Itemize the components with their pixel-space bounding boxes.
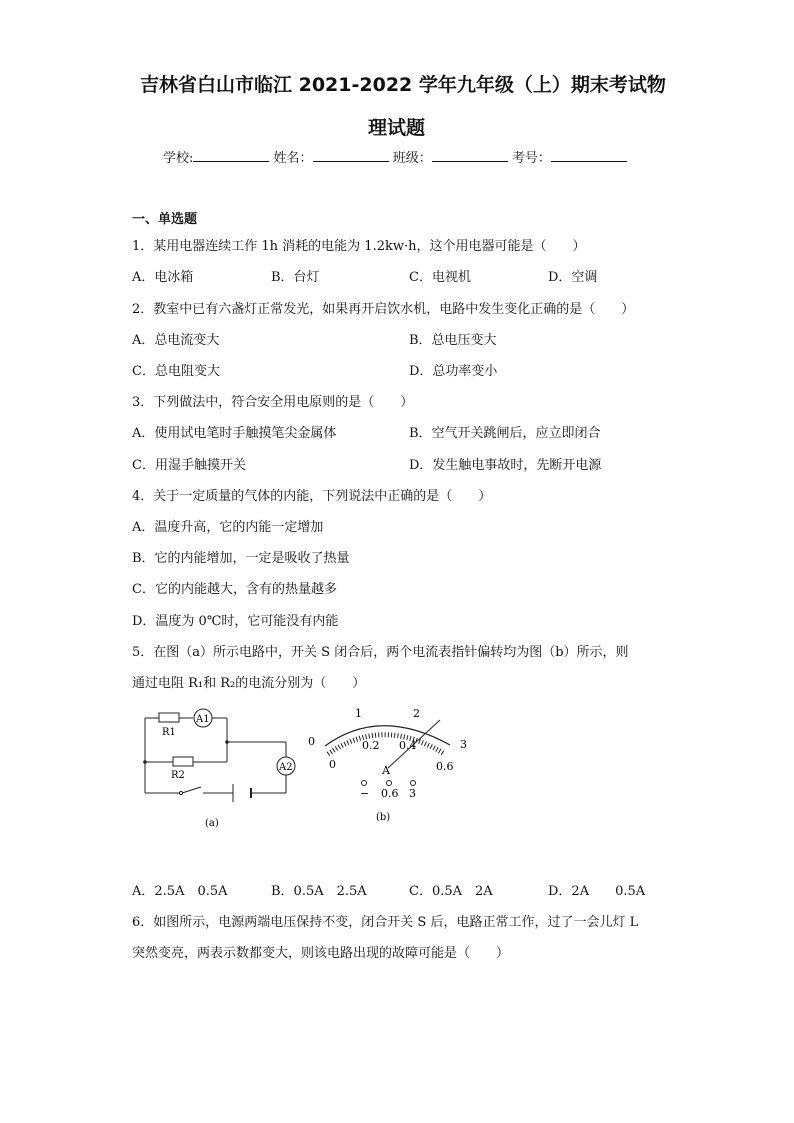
question-6-stem-line1: 6．如图所示，电源两端电压保持不变，闭合开关 S 后，电路正常工作，过了一会儿灯 L: [132, 915, 639, 930]
question-4-option-c[interactable]: C．它的内能越大，含有的热量越多: [132, 582, 337, 597]
question-3-option-b[interactable]: B．空气开关跳闸后，应立即闭合: [409, 426, 601, 441]
r1-label: R1: [162, 727, 176, 738]
question-5-option-a[interactable]: A．2.5A 0.5A: [132, 884, 228, 899]
exam-number-label: 考号：: [511, 151, 551, 166]
question-2-option-b[interactable]: B．总电压变大: [409, 333, 497, 348]
top-scale-1: 1: [355, 707, 362, 720]
figure-a-caption: (a): [205, 818, 219, 829]
terminal-negative: [362, 781, 367, 786]
question-3-stem: 3．下列做法中，符合安全用电原则的是（ ）: [132, 395, 414, 410]
question-5-option-b[interactable]: B．0.5A 2.5A: [271, 884, 367, 899]
question-4-option-a[interactable]: A．温度升高，它的内能一定增加: [132, 520, 324, 535]
class-label: 班级：: [392, 151, 432, 166]
circuit-diagram-a: [135, 700, 305, 835]
class-blank[interactable]: [432, 149, 508, 162]
bottom-scale-0: 0: [329, 758, 336, 771]
exam-number-blank[interactable]: [551, 149, 627, 162]
question-4-option-d[interactable]: D．温度为 0℃时，它可能没有内能: [132, 614, 339, 629]
school-blank[interactable]: [193, 149, 269, 162]
r2-resistor: [173, 757, 193, 766]
terminal-negative-label: −: [360, 787, 370, 800]
top-scale-3: 3: [460, 738, 467, 751]
question-1-stem: 1．某用电器连续工作 1h 消耗的电能为 1.2kw·h，这个用电器可能是（ ）: [132, 239, 586, 254]
a2-label: A2: [279, 762, 293, 773]
question-2-stem: 2．教室中已有六盏灯正常发光，如果再开启饮水机，电路中发生变化正确的是（ ）: [132, 302, 635, 317]
question-1-option-a[interactable]: A．电冰箱: [132, 270, 194, 285]
scale-ticks: [328, 735, 443, 754]
question-5-stem-line1: 5．在图（a）所示电路中，开关 S 闭合后，两个电流表指针偏转均为图（b）所示，则: [132, 645, 629, 660]
question-2-option-a[interactable]: A．总电流变大: [132, 333, 220, 348]
question-3-option-a[interactable]: A．使用试电笔时手触摸笔尖金属体: [132, 426, 337, 441]
a1-label: A1: [196, 714, 210, 725]
top-scale-2: 2: [413, 707, 420, 720]
question-1-option-b[interactable]: B．台灯: [271, 270, 320, 285]
question-5-stem-line2: 通过电阻 R₁和 R₂的电流分别为（ ）: [132, 676, 366, 691]
question-1-option-c[interactable]: C．电视机: [409, 270, 471, 285]
question-4-stem: 4．关于一定质量的气体的内能，下列说法中正确的是（ ）: [132, 489, 492, 504]
figure-b-caption: (b): [376, 812, 391, 823]
question-3-option-c[interactable]: C．用湿手触摸开关: [132, 458, 246, 473]
page-title-line1: 吉林省白山市临江 2021-2022 学年九年级（上）期末考试物: [140, 74, 666, 96]
question-5-option-c[interactable]: C．0.5A 2A: [409, 884, 493, 899]
student-info-row: [163, 147, 627, 166]
r2-label: R2: [171, 770, 185, 781]
terminal-0-6: [387, 781, 392, 786]
bottom-scale-0-6: 0.6: [436, 760, 454, 773]
bottom-scale-0-2: 0.2: [362, 739, 380, 752]
name-label: 姓名：: [273, 151, 313, 166]
school-label: 学校:: [163, 151, 194, 166]
question-2-option-d[interactable]: D．总功率变小: [409, 364, 498, 379]
question-4-option-b[interactable]: B．它的内能增加，一定是吸收了热量: [132, 551, 350, 566]
bottom-scale-0-4: 0.4: [399, 739, 417, 752]
terminal-0-6-label: 0.6: [381, 787, 399, 800]
scale-arc-outer: [325, 726, 450, 746]
question-6-stem-line2: 突然变亮，两表示数都变大，则该电路出现的故障可能是（ ）: [132, 946, 510, 961]
switch: [182, 787, 201, 793]
question-1-option-d[interactable]: D．空调: [548, 270, 598, 285]
unit-label: A: [382, 764, 390, 777]
ammeter-dial-b: [300, 698, 475, 828]
terminal-3: [411, 781, 416, 786]
question-2-option-c[interactable]: C．总电阻变大: [132, 364, 220, 379]
name-blank[interactable]: [313, 149, 389, 162]
top-scale-0: 0: [308, 735, 315, 748]
terminal-3-label: 3: [409, 787, 416, 800]
page-title-line2: 理试题: [368, 117, 426, 139]
question-5-option-d[interactable]: D．2A 0.5A: [548, 884, 646, 899]
section-heading: 一、单选题: [132, 212, 198, 227]
r1-resistor: [159, 713, 179, 722]
question-3-option-d[interactable]: D．发生触电事故时，先断开电源: [409, 458, 602, 473]
